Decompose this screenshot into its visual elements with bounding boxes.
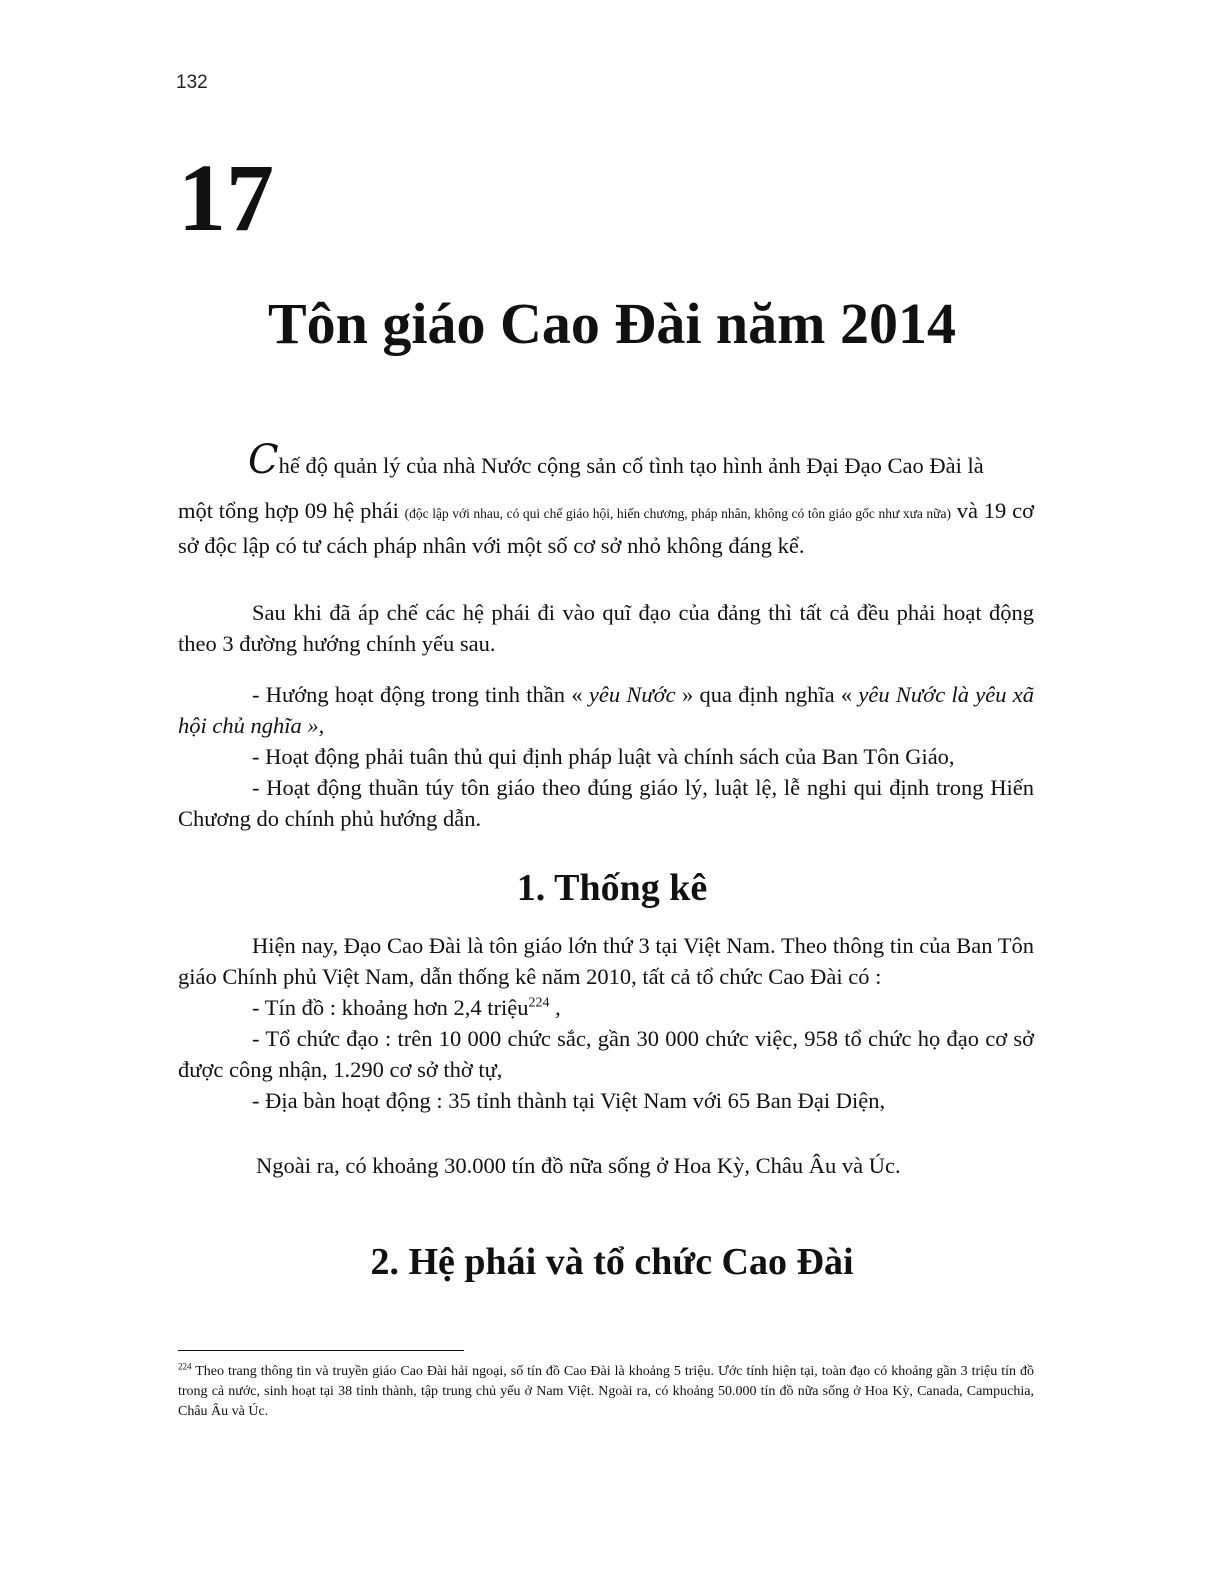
stat-organization: - Tổ chức đạo : trên 10 000 chức sắc, gần 30 000 chức việc, 958 tổ chức họ đạo cơ sở được công nhận, 1.290 cơ sở thờ tự, <box>178 1026 1034 1082</box>
chapter-number: 17 <box>178 144 274 251</box>
footnote-number: 224 <box>178 1361 192 1372</box>
intro-text-2a: một tổng hợp 09 hệ phái <box>178 498 405 523</box>
direction-2: - Hoạt động phải tuân thủ qui định pháp luật và chính sách của Ban Tôn Giáo, <box>252 744 955 769</box>
stat-followers <box>178 992 1034 1023</box>
direction-1-text-a: - Hướng hoạt động trong tinh thần « <box>252 682 589 707</box>
direction-1-italic-b: yêu Nước là yêu xã hội chủ nghĩa », <box>178 682 1035 738</box>
page-number: 132 <box>176 72 208 93</box>
intro-line-1 <box>178 437 1034 483</box>
stat-followers-tail: , <box>549 995 561 1020</box>
intro-text-1: hế độ quản lý của nhà Nước cộng sản cố tình tạo hình ảnh Đại Đạo Cao Đài là <box>278 453 984 478</box>
direction-1 <box>178 679 1034 741</box>
drop-cap: C <box>248 437 279 483</box>
footnote-ref[interactable]: 224 <box>528 995 550 1011</box>
section-1-heading: 1. Thống kê <box>516 867 708 909</box>
direction-1-text-b: » qua định nghĩa « <box>675 682 859 707</box>
overseas-paragraph: Ngoài ra, có khoảng 30.000 tín đồ nữa sống ở Hoa Kỳ, Châu Âu và Úc. <box>256 1153 901 1178</box>
stat-area: - Địa bàn hoạt động : 35 tỉnh thành tại Việt Nam với 65 Ban Đại Diện, <box>252 1088 886 1113</box>
direction-1-italic-a: yêu Nước <box>588 682 676 707</box>
footnote <box>178 1362 1034 1422</box>
intro-small-note: (độc lập với nhau, có qui chế giáo hội, hiến chương, pháp nhân, không có tôn giáo gốc như xưa nữa) <box>404 506 951 521</box>
intro-paragraph <box>178 437 1034 562</box>
paragraph-2: Sau khi đã áp chế các hệ phái đi vào quĩ đạo của đảng thì tất cả đều phải hoạt động theo 3 đường hướng chính yếu sau. <box>178 600 1034 656</box>
section-1-body <box>178 930 1034 1116</box>
footnote-divider <box>178 1350 464 1351</box>
intro-line-2 <box>178 495 1034 562</box>
section-2-heading: 2. Hệ phái và tổ chức Cao Đài <box>370 1241 854 1283</box>
footnote-text: Theo trang thông tin và truyền giáo Cao Đài hải ngoại, số tín đồ Cao Đài là khoảng 5 triệu. Ước tính hiện tại, toàn đạo có khoảng gần 3 triệu tín đồ trong cả nước, sinh hoạt tại 38 tỉnh thành, tập trung chủ yếu ở Nam Việt. Ngoài ra, có khoảng 50.000 tín đồ nữa sống ở Hoa Kỳ, Canada, Campuchia, Châu Âu và Úc. <box>178 1364 1034 1419</box>
intro-text-2b: và 19 cơ sở độc lập có tư cách pháp nhân với một số cơ sở nhỏ không đáng kể. <box>178 498 1034 558</box>
chapter-title: Tôn giáo Cao Đài năm 2014 <box>267 291 956 356</box>
directions-list <box>178 679 1034 834</box>
direction-3: - Hoạt động thuần túy tôn giáo theo đúng giáo lý, luật lệ, lễ nghi qui định trong Hiến Chương do chính phủ hướng dẫn. <box>178 775 1034 831</box>
stat-followers-text: - Tín đồ : khoảng hơn 2,4 triệu <box>252 995 529 1020</box>
section-1-paragraph: Hiện nay, Đạo Cao Đài là tôn giáo lớn thứ 3 tại Việt Nam. Theo thông tin của Ban Tôn giáo Chính phủ Việt Nam, dẫn thống kê năm 2010, tất cả tổ chức Cao Đài có : <box>178 933 1034 989</box>
